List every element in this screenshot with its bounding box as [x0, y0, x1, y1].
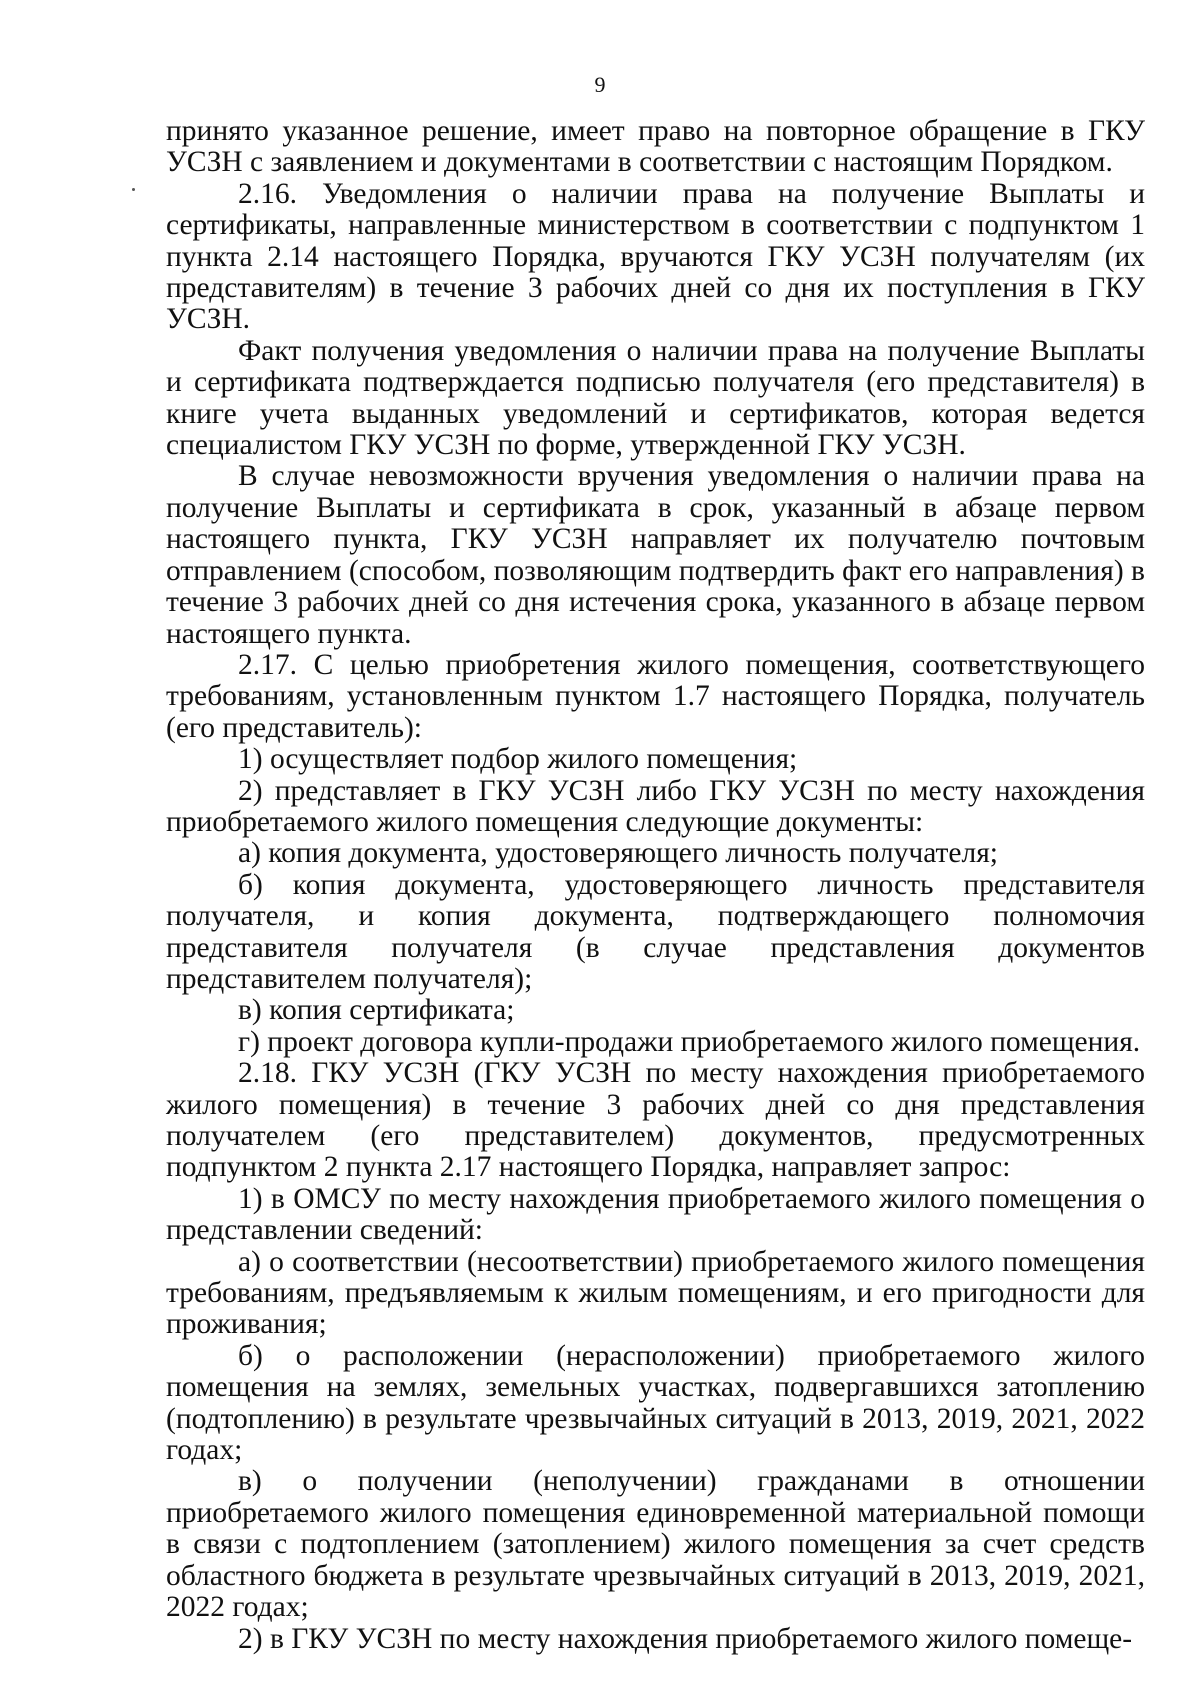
paragraph: 2.17. С целью приобретения жилого помещения, соответствующего требованиям, установленным пунктом 1.7 настоящего Порядка, получатель (его представитель):	[166, 648, 1145, 744]
scan-speck	[132, 188, 135, 191]
list-item: г) проект договора купли-продажи приобретаемого жилого помещения.	[238, 1025, 1141, 1058]
list-item: в) о получении (неполучении) гражданами в отношении приобретаемого жилого помещения единовременной материальной помощи в связи с подтоплением (затоплением) жилого помещения за счет средств областного бюджета в результате чрезвычайных ситуаций в 2013, 2019, 2021, 2022 годах;	[166, 1465, 1145, 1624]
paragraph: 2.18. ГКУ УСЗН (ГКУ УСЗН по месту нахождения приобретаемого жилого помещения) в течение 3 рабочих дней со дня представления получателем (его представителем) документов, предусмотренных подпунктом 2 пункта 2.17 настоящего Порядка, направляет запрос:	[166, 1057, 1145, 1184]
list-item: а) копия документа, удостоверяющего личность получателя;	[238, 837, 998, 870]
document-body	[166, 116, 1145, 1655]
paragraph: принято указанное решение, имеет право на повторное обращение в ГКУ УСЗН с заявлением и документами в соответствии с настоящим Порядком.	[166, 115, 1145, 179]
list-item: а) о соответствии (несоответствии) приобретаемого жилого помещения требованиям, предъявляемым к жилым помещениям, и его пригодности для проживания;	[166, 1245, 1145, 1341]
paragraph: Факт получения уведомления о наличии права на получение Выплаты и сертификата подтверждается подписью получателя (его представителя) в книге учета выданных уведомлений и сертификатов, которая ведется специалистом ГКУ УСЗН по форме, утвержденной ГКУ УСЗН.	[166, 334, 1145, 462]
page-number: 9	[594, 72, 606, 97]
list-item: 1) в ОМСУ по месту нахождения приобретаемого жилого помещения о представлении сведений:	[166, 1182, 1145, 1247]
list-item: б) о расположении (нерасположении) приобретаемого жилого помещения на землях, земельных участках, подвергавшихся затоплению (подтоплению) в результате чрезвычайных ситуаций в 2013, 2019, 2021, 2022 годах;	[166, 1339, 1145, 1467]
paragraph: 2.16. Уведомления о наличии права на получение Выплаты и сертификаты, направленные министерством в соответствии с подпунктом 1 пункта 2.14 настоящего Порядка, вручаются ГКУ УСЗН получателям (их представителям) в течение 3 рабочих дней со дня их поступления в ГКУ УСЗН.	[166, 177, 1145, 336]
list-item: 2) представляет в ГКУ УСЗН либо ГКУ УСЗН по месту нахождения приобретаемого жилого помещения следующие документы:	[166, 774, 1145, 838]
list-item: 1) осуществляет подбор жилого помещения;	[238, 743, 798, 776]
list-item: б) копия документа, удостоверяющего личность представителя получателя, и копия документа, подтверждающего полномочия представителя получателя (в случае представления документов представителем получателя);	[166, 868, 1145, 995]
list-item: 2) в ГКУ УСЗН по месту нахождения приобретаемого жилого помеще-	[238, 1622, 1133, 1655]
list-item: в) копия сертификата;	[238, 994, 515, 1027]
paragraph: В случае невозможности вручения уведомления о наличии права на получение Выплаты и сертификата в срок, указанный в абзаце первом настоящего пункта, ГКУ УСЗН направляет их получателю почтовым отправлением (способом, позволяющим подтвердить факт его направления) в течение 3 рабочих дней со дня истечения срока, указанного в абзаце первом настоящего пункта.	[166, 460, 1145, 650]
